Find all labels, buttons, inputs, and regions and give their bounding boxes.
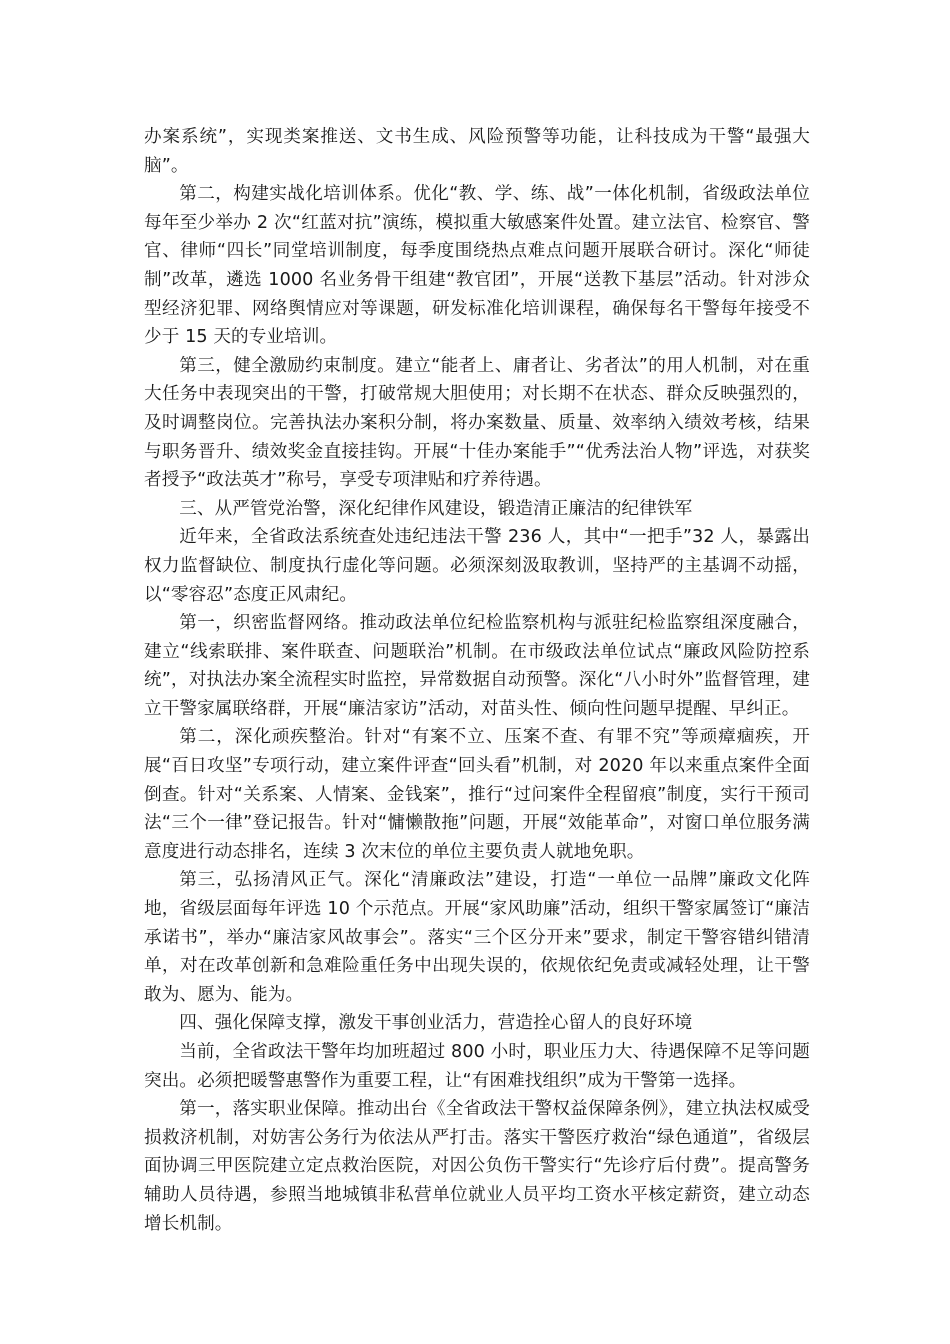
paragraph-section-3-intro: 近年来，全省政法系统查处违纪违法干警 236 人，其中“一把手”32 人，暴露出权力监督缺位、制度执行虚化等问题。必须深刻汲取教训，坚持严的主基调不动摇，以“零容忍”态度正风肃纪。 <box>144 527 810 605</box>
paragraph-training-system: 第二，构建实战化培训体系。优化“教、学、练、战”一体化机制，省级政法单位每年至少举办 2 次“红蓝对抗”演练，模拟重大敏感案件处置。建立法官、检察官、警官、律师“四长”同堂培训制度，每季度围绕热点难点问题开展联合研讨。深化“师徒制”改革，遴选 1000 名业务骨干组建“教官团”，开展“送教下基层”活动。针对涉众型经济犯罪、网络舆情应对等课题，研发标准化培训课程，确保每名干警每年接受不少于 15 天的专业培训。 <box>144 184 810 348</box>
paragraph-section-4-intro: 当前，全省政法干警年均加班超过 800 小时，职业压力大、待遇保障不足等问题突出。必须把暖警惠警作为重要工程，让“有困难找组织”成为干警第一选择。 <box>144 1042 810 1091</box>
paragraph-incentive-system: 第三，健全激励约束制度。建立“能者上、庸者让、劣者汰”的用人机制，对在重大任务中表现突出的干警，打破常规大胆使用；对长期不在状态、群众反映强烈的，及时调整岗位。完善执法办案积分制，将办案数量、质量、效率纳入绩效考核，结果与职务晋升、绩效奖金直接挂钩。开展“十佳办案能手”“优秀法治人物”评选，对获奖者授予“政法英才”称号，享受专项津贴和疗养待遇。 <box>144 355 810 491</box>
section-heading-3: 三、从严管党治警，深化纪律作风建设，锻造清正廉洁的纪律铁军 <box>179 498 693 519</box>
section-heading-4: 四、强化保障支撑，激发干事创业活力，营造拴心留人的良好环境 <box>179 1013 693 1034</box>
paragraph-supervision-network: 第一，织密监督网络。推动政法单位纪检监察机构与派驻纪检监察组深度融合，建立“线索联排、案件联查、问题联治”机制。在市级政法单位试点“廉政风险防控系统”，对执法办案全流程实时监控，异常数据自动预警。深化“八小时外”监督管理，建立干警家属联络群，开展“廉洁家访”活动，对苗头性、倾向性问题早提醒、早纠正。 <box>144 613 810 719</box>
paragraph-clean-culture: 第三，弘扬清风正气。深化“清廉政法”建设，打造“一单位一品牌”廉政文化阵地，省级层面每年评选 10 个示范点。开展“家风助廉”活动，组织干警家属签订“廉洁承诺书”，举办“廉洁家风故事会”。落实“三个区分开来”要求，制定干警容错纠错清单，对在改革创新和急难险重任务中出现失误的，依规依纪免责或减轻处理，让干警敢为、愿为、能为。 <box>144 870 810 1005</box>
paragraph-chronic-issues: 第二，深化顽疾整治。针对“有案不立、压案不查、有罪不究”等顽瘴痼疾，开展“百日攻坚”专项行动，建立案件评查“回头看”机制，对 2020 年以来重点案件全面倒查。针对“关系案、人情案、金钱案”，推行“过问案件全程留痕”制度，实行干预司法“三个一律”登记报告。针对“慵懒散拖”问题，开展“效能革命”，对窗口单位服务满意度进行动态排名，连续 3 次末位的单位主要负责人就地免职。 <box>144 727 810 862</box>
paragraph-continuation: 办案系统”，实现类案推送、文书生成、风险预警等功能，让科技成为干警“最强大脑”。 <box>144 127 810 176</box>
paragraph-career-protection: 第一，落实职业保障。推动出台《全省政法干警权益保障条例》，建立执法权威受损救济机制，对妨害公务行为依法从严打击。落实干警医疗救治“绿色通道”，省级层面协调三甲医院建立定点救治医院，对因公负伤干警实行“先诊疗后付费”。提高警务辅助人员待遇，参照当地城镇非私营单位就业人员平均工资水平核定薪资，建立动态增长机制。 <box>144 1099 810 1234</box>
document-page <box>144 123 810 1238</box>
